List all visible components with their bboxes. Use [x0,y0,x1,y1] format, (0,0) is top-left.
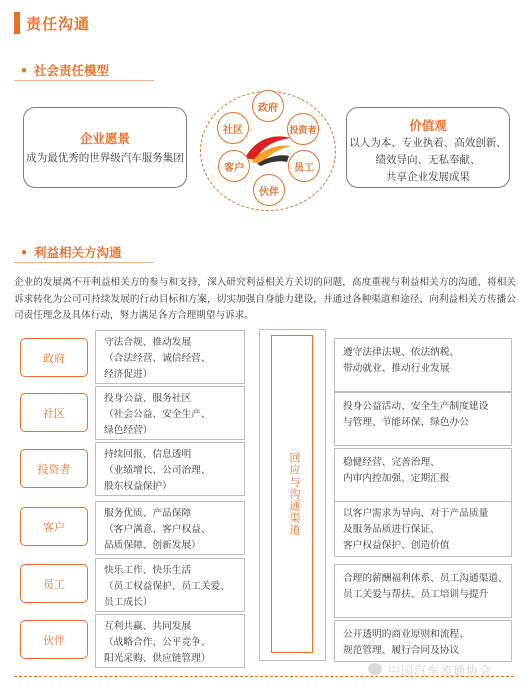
wechat-icon [368,663,382,675]
stakeholder-expectation-customer [95,501,245,555]
stakeholder-response-investor [334,448,512,502]
expectation-line: （合法经营、诚信经营、 [104,353,211,364]
title-accent-bar [14,12,20,34]
response-line: 公开透明的商业原则和流程、 [343,629,469,640]
response-line: 投身公益活动、安全生产制度建设 [343,401,489,412]
values-box [346,107,510,188]
stakeholder-expectation-government [95,330,245,384]
stakeholder-response-partner [334,620,512,662]
expectation-line: （战略合作、公平竞争、 [104,637,211,648]
expectation-line: 持续回报、信息透明 [104,449,192,460]
expectation-line: 快乐工作、快乐生活 [104,565,192,576]
section-underline-model [14,80,154,81]
expectation-line: 守法合规、推动发展 [104,337,192,348]
section-heading-stakeholders [20,243,122,261]
response-line: 与管理、节能环保、绿色办公 [343,417,469,428]
stakeholder-label-employee: 员工 [20,564,88,603]
expectation-line: 品质保障、创新发展） [104,540,201,551]
response-line: 带动就业、推动行业发展 [343,363,450,374]
model-node-partner: 伙伴 [253,174,285,206]
section-title-model: 社会责任模型 [34,63,110,78]
expectation-line: 员工成长） [104,597,153,608]
vision-box [23,107,187,188]
watermark-text: 中国汽车流通协会 [388,664,493,678]
stakeholder-response-customer [334,501,512,557]
page-title: 责任沟通 [26,15,91,33]
expectation-line: 投身公益、服务社区 [104,393,192,404]
expectation-line: 阳光采购、供应链管理） [104,653,211,664]
stakeholder-label-customer: 客户 [20,507,88,546]
stakeholder-expectation-employee [95,558,245,612]
response-line: 客户权益保护、创造价值 [343,540,450,551]
model-node-employee: 员工 [288,150,320,182]
expectation-line: 绿色经营） [104,425,153,436]
expectation-line: 股东权益保护） [104,481,172,492]
values-line-2: 绩效导向、无私奉献、 [375,154,481,166]
stakeholder-label-government: 政府 [20,338,88,377]
stakeholder-label-investor: 投资者 [20,449,88,488]
vision-title: 企业愿景 [79,131,130,146]
channel-label: 回应与沟通渠道 [288,452,301,536]
intro-paragraph: 企业的发展离不开利益相关方的参与和支持，深入研究利益相关方关切的问题，高度重视与利益相关方的沟通，将相关诉求转化为公司可持续发展的行动目标和方案，切实加强自身能力建设，并通过各种渠道和途径，向利益相关方传播公司责任理念及具体行动，努力满足各方合理期望与诉求。 [14,277,516,321]
stakeholder-response-employee [334,564,512,618]
response-line: 内审内控加强、定期汇报 [343,473,450,484]
expectation-line: （员工权益保护、员工关爱、 [104,581,230,592]
stakeholder-label-community: 社区 [20,393,88,432]
expectation-line: （社会公益、安全生产、 [104,409,211,420]
response-line: 稳健经营、完善治理、 [343,457,440,468]
stakeholder-expectation-investor [95,442,245,496]
values-line-1: 以人为本、专业执着、高效创新、 [349,137,507,149]
response-line: 及服务品质进行保证、 [343,524,440,535]
expectation-line: （客户满意、客户权益、 [104,524,211,535]
section-underline-stakeholders [14,262,154,263]
stakeholder-expectation-partner [95,614,245,668]
values-title: 价值观 [409,118,447,133]
expectation-line: 互利共赢、共同发展 [104,621,192,632]
bullet-icon: • [20,245,28,260]
expectation-line: 经济促进） [104,369,153,380]
vision-text: 成为最优秀的世界级汽车服务集团 [26,152,184,164]
section-heading-model [20,61,109,79]
model-node-customer: 客户 [218,150,250,182]
bullet-icon: • [20,63,28,78]
model-node-community: 社区 [217,112,249,144]
section-title-stakeholders: 利益相关方沟通 [34,245,122,260]
stakeholder-response-government [334,338,512,392]
values-line-3: 共享企业发展成果 [386,171,470,183]
stakeholder-expectation-community [95,386,245,440]
stakeholder-response-community [334,392,512,446]
response-line: 合理的薪酬福利体系、员工沟通渠道、 [343,573,508,584]
model-node-investor: 投资者 [287,113,319,145]
response-line: 遵守法律法规、依法纳税、 [343,347,460,358]
model-node-government: 政府 [252,90,284,122]
logo-icon [243,132,293,166]
expectation-line: 服务优质、产品保障 [104,508,192,519]
response-line: 规范管理、履行合同及协议 [343,645,460,656]
response-line: 员工关爱与帮扶、员工培训与提升 [343,589,489,600]
response-line: 以客户需求为导向、对于产品质量 [343,508,489,519]
expectation-line: （业绩增长、公司治理、 [104,465,211,476]
stakeholder-label-partner: 伙伴 [20,620,88,659]
